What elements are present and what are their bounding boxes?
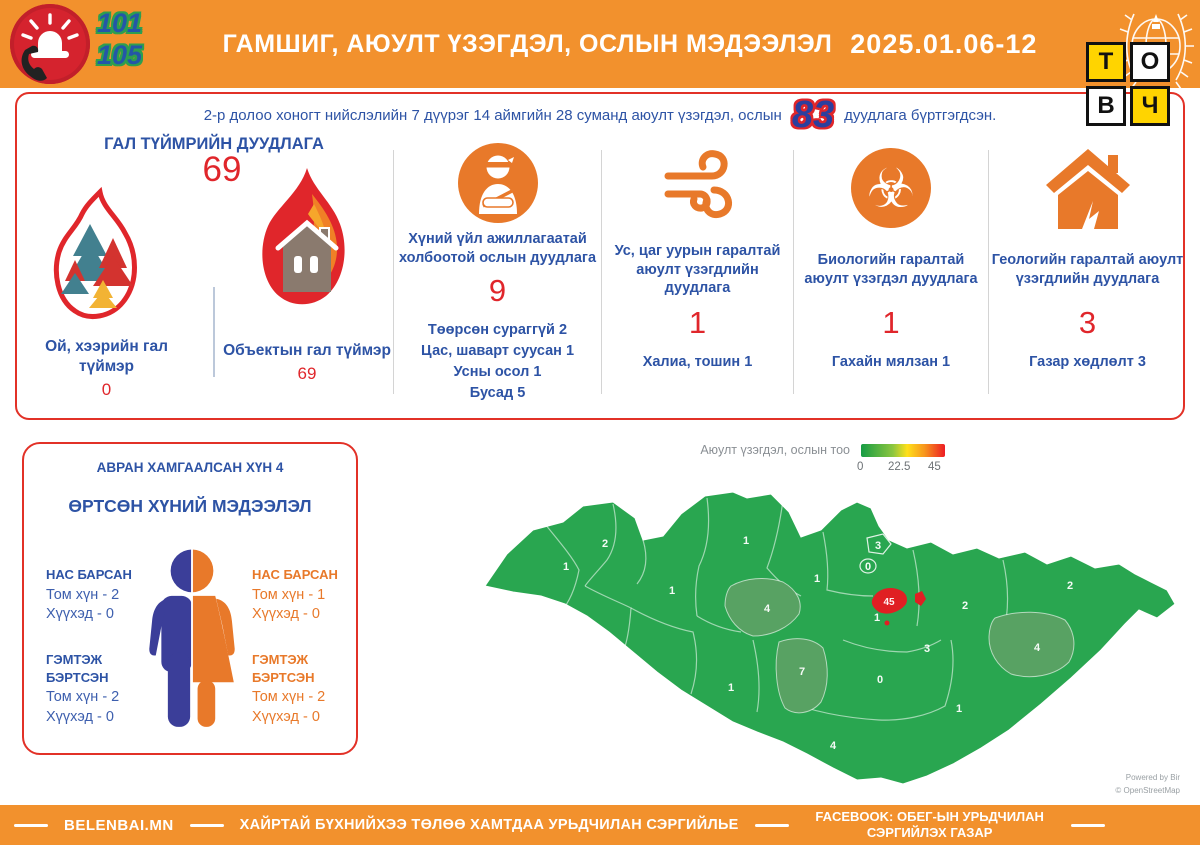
female-dead-adult: Том хүн - 1: [252, 586, 326, 603]
detail-line: Төөрсөн сураггүй 2: [427, 321, 568, 338]
male-injured-adult: Том хүн - 2: [46, 689, 120, 706]
footer-website: BELENBAI.MN: [64, 816, 174, 834]
report-title: ГАМШИГ, АЮУЛТ ҮЗЭГДЭЛ, ОСЛЫН МЭДЭЭЛЭЛ: [222, 29, 833, 58]
region-value-label: 1: [742, 535, 750, 547]
divider-dash: [190, 824, 224, 827]
summary-suffix: дуудлага бүртгэгдсэн.: [844, 106, 997, 124]
category-human-accidents: [395, 142, 600, 404]
region-value-label: 4: [763, 603, 771, 615]
detail-line: Газар хөдлөлт 3: [1029, 354, 1146, 371]
female-injured-child: Хүүхэд - 0: [252, 708, 320, 725]
region-value-label: 1: [562, 561, 570, 573]
emergency-phone-icon: [10, 4, 90, 84]
injured-person-icon: [457, 142, 539, 224]
category-details: [643, 352, 753, 373]
divider-dash: [1071, 824, 1105, 827]
region-value-label-ub: 45: [883, 597, 895, 608]
male-dead-child: Хүүхэд - 0: [46, 606, 114, 623]
structure-fire-label: Объектын гал түймэр: [223, 342, 391, 359]
detail-line: Усны осол 1: [453, 363, 542, 380]
forest-fire-label: Ой, хээрийн гал түймэр: [45, 338, 168, 376]
category-value: 3: [1078, 305, 1097, 340]
column-divider: [601, 150, 602, 394]
tovch-logo: [1086, 42, 1170, 126]
summary-line: [17, 96, 1183, 134]
siren-phone-icon: [10, 4, 90, 84]
casualties-panel: [22, 442, 358, 755]
male-dead-title: НАС БАРСАН: [46, 567, 132, 582]
region-value-label: 1: [813, 573, 821, 585]
fire-section-title: ГАЛ ТҮЙМРИЙН ДУУДЛАГА: [104, 135, 324, 153]
region-value-label: 3: [923, 643, 931, 655]
total-calls-count: 83: [791, 94, 835, 136]
footer-facebook: FACEBOOK: ОБЕГ-ЫН УРЬДЧИЛАН СЭРГИЙЛЭХ ГАЗАР: [815, 808, 1044, 840]
region-value-label: 2: [961, 600, 969, 612]
phone-101: 101: [97, 8, 143, 38]
tovch-tile-v: В: [1086, 86, 1126, 126]
column-divider: [393, 150, 394, 394]
male-injured-child: Хүүхэд - 0: [46, 708, 114, 725]
male-injured-block: [46, 651, 156, 727]
male-dead-adult: Том хүн - 2: [46, 586, 120, 603]
region-value-label: 4: [1033, 642, 1041, 654]
legend-tick-mid: 22.5: [888, 461, 911, 473]
region-value-label: 7: [798, 666, 806, 678]
category-value: 9: [488, 272, 507, 308]
header-bar: [0, 0, 1200, 88]
structure-fire-icon: [254, 164, 359, 324]
report-date: 2025.01.06-12: [850, 28, 1038, 59]
fire-total-count: 69: [202, 150, 242, 189]
casualties-title: ӨРТСӨН ХҮНИЙ МЭДЭЭЛЭЛ: [68, 496, 312, 516]
rescued-count-line: АВРАН ХАМГААЛСАН ХҮН 4: [96, 460, 284, 475]
female-injured-title: ГЭМТЭЖ БЭРТСЭН: [252, 652, 315, 685]
category-weather-hazards: [603, 142, 792, 404]
divider-dash: [755, 824, 789, 827]
region-value-label: 1: [668, 585, 676, 597]
svg-text:☣: ☣: [866, 157, 916, 220]
category-details: [1029, 352, 1146, 373]
male-dead-block: [46, 566, 156, 625]
forest-fire-value: 0: [101, 380, 112, 399]
footer-bar: [0, 805, 1200, 845]
female-injured-adult: Том хүн - 2: [252, 689, 326, 706]
tovch-tile-o: О: [1130, 42, 1170, 82]
summary-prefix: 2-р долоо хоногт нийслэлийн 7 дүүрэг 14 аймгийн 28 суманд аюулт үзэгдэл, ослын: [203, 106, 782, 124]
region-value-label: 1: [955, 703, 963, 715]
category-label: Геологийн гаралтай аюулт үзэгдлийн дуудлага: [991, 252, 1184, 287]
attribution-line-2: © OpenStreetMap: [1115, 785, 1180, 795]
male-injured-title: ГЭМТЭЖ БЭРТСЭН: [46, 652, 109, 685]
forest-fire-icon: [45, 186, 155, 336]
legend-tick-min: 0: [857, 461, 864, 473]
detail-line: Бусад 5: [469, 384, 526, 401]
region-value-label: 0: [864, 561, 872, 573]
region-value-label: 2: [601, 538, 609, 550]
map-legend-gradient: [861, 444, 945, 457]
map-legend-label: Аюулт үзэгдэл, ослын тоо: [700, 443, 850, 457]
category-details: [832, 352, 950, 373]
tovch-tile-ch: Ч: [1130, 86, 1170, 126]
region-value-label: 3: [574, 617, 582, 629]
category-biological-hazards: [795, 142, 987, 404]
stats-panel: [15, 92, 1185, 420]
region-value-label: 1: [727, 682, 735, 694]
region-value-label: 4: [829, 740, 837, 752]
column-divider: [988, 150, 989, 394]
female-dead-block: [252, 566, 362, 625]
category-value: 1: [882, 305, 900, 340]
detail-line: Цас, шаварт суусан 1: [420, 342, 575, 359]
category-details: [421, 320, 574, 404]
wind-icon: [656, 142, 740, 234]
category-value: 1: [688, 305, 707, 340]
region-value-label: 1: [649, 673, 657, 685]
female-injured-block: [252, 651, 362, 727]
biohazard-icon: [850, 142, 932, 234]
fire-items-divider: [213, 287, 215, 377]
mongolia-choropleth-map: [483, 490, 1177, 797]
detail-line: Гахайн мялзан 1: [831, 354, 951, 371]
attribution-line-1: Powered by Bir: [1125, 773, 1180, 782]
female-dead-title: НАС БАРСАН: [252, 567, 338, 582]
category-label: Ус, цаг уурын гаралтай аюулт үзэгдлийн дуудлага: [614, 242, 781, 297]
tovch-tile-t: Т: [1086, 42, 1126, 82]
structure-fire-value: 69: [297, 364, 317, 383]
cracked-house-icon: [1042, 142, 1134, 234]
region-value-label: 3: [874, 540, 882, 552]
column-divider: [793, 150, 794, 394]
footer-slogan: ХАЙРТАЙ БҮХНИЙХЭЭ ТӨЛӨӨ ХАМТДАА УРЬДЧИЛАН СЭРГИЙЛЬЕ: [239, 817, 739, 833]
category-label: Биологийн гаралтай аюулт үзэгдэл дуудлага: [804, 252, 978, 287]
category-label: Хүний үйл ажиллагаатай холбоотой ослын дуудлага: [398, 231, 597, 266]
divider-dash: [14, 824, 48, 827]
category-geological-hazards: [990, 142, 1185, 404]
region-value-label: 0: [876, 674, 884, 686]
region-value-label: 1: [873, 612, 881, 624]
female-dead-child: Хүүхэд - 0: [252, 606, 320, 623]
detail-line: Халиа, тошин 1: [642, 354, 753, 371]
legend-tick-max: 45: [928, 461, 941, 473]
phone-105: 105: [97, 39, 143, 70]
region-value-label: 2: [1066, 580, 1074, 592]
map-attribution: [1040, 772, 1180, 798]
page-title: [100, 0, 1160, 88]
